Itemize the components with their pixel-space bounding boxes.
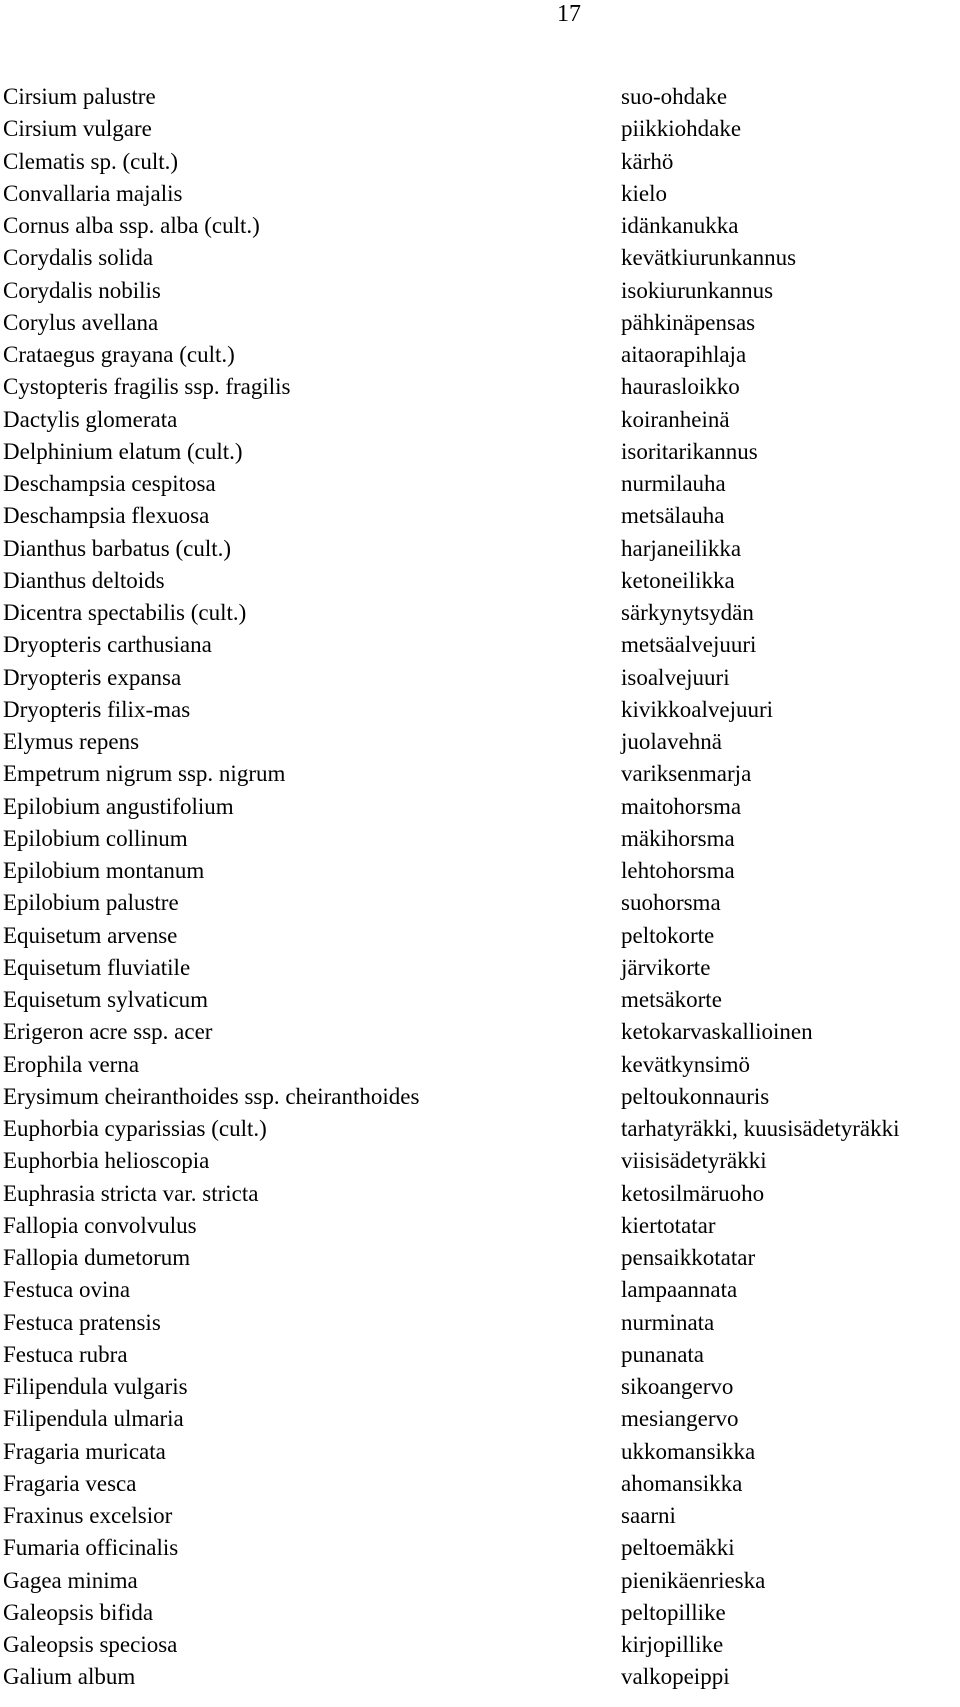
finnish-name: mesiangervo (621, 1406, 739, 1432)
list-item (0, 1049, 960, 1081)
list-item (0, 1210, 960, 1242)
latin-name: Corydalis nobilis (3, 277, 161, 303)
list-item (0, 371, 960, 403)
list-item (0, 855, 960, 887)
finnish-name: harjaneilikka (621, 535, 742, 561)
list-item (0, 1436, 960, 1468)
list-item (0, 1016, 960, 1048)
finnish-name: metsälauha (621, 503, 725, 529)
list-item (0, 275, 960, 307)
list-item (0, 1403, 960, 1435)
finnish-name: nurmilauha (621, 471, 726, 496)
list-item (0, 1661, 960, 1693)
finnish-name: isoritarikannus (621, 438, 758, 464)
finnish-name: kirjopillike (621, 1632, 724, 1657)
list-item (0, 81, 960, 113)
latin-name: Euphorbia cyparissias (cult.) (3, 1116, 267, 1141)
list-item (0, 1468, 960, 1500)
list-item (0, 1532, 960, 1564)
latin-name: Erysimum cheiranthoides ssp. cheiranthoides (3, 1083, 420, 1109)
finnish-name: metsäalvejuuri (621, 632, 757, 658)
latin-name: Fragaria muricata (3, 1438, 166, 1464)
finnish-name: peltoukonnauris (621, 1083, 770, 1109)
finnish-name: järvikorte (621, 954, 711, 980)
list-item (0, 1242, 960, 1274)
latin-name: Erigeron acre ssp. acer (3, 1019, 213, 1045)
latin-name: Epilobium palustre (3, 890, 179, 916)
latin-name: Dryopteris carthusiana (3, 632, 212, 658)
latin-name: Fallopia convolvulus (3, 1212, 197, 1238)
latin-name: Deschampsia flexuosa (3, 503, 210, 529)
latin-name: Empetrum nigrum ssp. nigrum (3, 761, 286, 787)
list-item (0, 887, 960, 919)
latin-name: Delphinium elatum (cult.) (3, 438, 243, 464)
latin-name: Elymus repens (3, 729, 140, 754)
list-item (0, 662, 960, 694)
finnish-name: kärhö (621, 148, 674, 174)
list-item (0, 597, 960, 629)
latin-name: Euphorbia helioscopia (3, 1148, 210, 1174)
list-item (0, 1565, 960, 1597)
latin-name: Dicentra spectabilis (cult.) (3, 600, 247, 625)
latin-name: Corydalis solida (3, 245, 154, 271)
finnish-name: sikoangervo (621, 1374, 734, 1399)
finnish-name: pensaikkotatar (621, 1245, 756, 1270)
list-item (0, 565, 960, 597)
finnish-name: ketoneilikka (621, 567, 735, 593)
page-number: 17 (557, 1, 581, 27)
list-item (0, 920, 960, 952)
list-item (0, 339, 960, 371)
species-list (0, 81, 960, 1694)
list-item (0, 1629, 960, 1661)
latin-name: Dryopteris filix-mas (3, 696, 191, 722)
latin-name: Epilobium montanum (3, 858, 205, 883)
latin-name: Dactylis glomerata (3, 406, 178, 432)
finnish-name: suohorsma (621, 890, 721, 916)
finnish-name: kevätkiurunkannus (621, 245, 797, 271)
finnish-name: haurasloikko (621, 374, 740, 400)
latin-name: Epilobium collinum (3, 825, 188, 851)
finnish-name: metsäkorte (621, 987, 722, 1012)
list-item (0, 758, 960, 790)
latin-name: Clematis sp. (cult.) (3, 148, 179, 174)
latin-name: Crataegus grayana (cult.) (3, 342, 235, 367)
finnish-name: mäkihorsma (621, 825, 735, 851)
list-item (0, 533, 960, 565)
list-item (0, 404, 960, 436)
latin-name: Epilobium angustifolium (3, 793, 234, 819)
finnish-name: valkopeippi (621, 1664, 730, 1690)
list-item (0, 694, 960, 726)
list-item (0, 984, 960, 1016)
finnish-name: juolavehnä (621, 729, 722, 754)
list-item (0, 146, 960, 178)
list-item (0, 468, 960, 500)
finnish-name: maitohorsma (621, 793, 742, 819)
list-item (0, 113, 960, 145)
list-item (0, 1339, 960, 1371)
list-item (0, 1145, 960, 1177)
finnish-name: saarni (621, 1503, 676, 1528)
finnish-name: kevätkynsimö (621, 1051, 751, 1077)
finnish-name: piikkiohdake (621, 116, 742, 142)
latin-name: Fraxinus excelsior (3, 1503, 173, 1528)
finnish-name: peltopillike (621, 1599, 726, 1625)
finnish-name: pähkinäpensas (621, 309, 756, 335)
latin-name: Fragaria vesca (3, 1470, 137, 1496)
finnish-name: viisisädetyräkki (621, 1148, 767, 1174)
list-item (0, 1178, 960, 1210)
finnish-name: lehtohorsma (621, 858, 735, 883)
list-item (0, 1113, 960, 1145)
list-item (0, 210, 960, 242)
latin-name: Festuca rubra (3, 1341, 128, 1367)
finnish-name: kivikkoalvejuuri (621, 696, 774, 722)
finnish-name: kiertotatar (621, 1212, 716, 1238)
finnish-name: särkynytsydän (621, 600, 754, 625)
finnish-name: lampaannata (621, 1277, 738, 1303)
list-item (0, 823, 960, 855)
latin-name: Filipendula ulmaria (3, 1406, 184, 1432)
list-item (0, 242, 960, 274)
latin-name: Dianthus barbatus (cult.) (3, 535, 232, 561)
finnish-name: tarhatyräkki, kuusisädetyräkki (621, 1116, 900, 1141)
finnish-name: kielo (621, 180, 667, 206)
latin-name: Galeopsis bifida (3, 1599, 154, 1625)
latin-name: Deschampsia cespitosa (3, 471, 216, 496)
latin-name: Cornus alba ssp. alba (cult.) (3, 213, 260, 238)
finnish-name: koiranheinä (621, 406, 730, 432)
finnish-name: nurminata (621, 1309, 715, 1335)
finnish-name: peltokorte (621, 922, 715, 948)
latin-name: Filipendula vulgaris (3, 1374, 188, 1399)
list-item (0, 1081, 960, 1113)
latin-name: Cystopteris fragilis ssp. fragilis (3, 374, 291, 400)
list-item (0, 1371, 960, 1403)
list-item (0, 1500, 960, 1532)
list-item (0, 791, 960, 823)
list-item (0, 436, 960, 468)
latin-name: Galeopsis speciosa (3, 1632, 178, 1657)
latin-name: Fumaria officinalis (3, 1535, 179, 1561)
latin-name: Gagea minima (3, 1567, 138, 1593)
latin-name: Erophila verna (3, 1051, 140, 1077)
latin-name: Festuca ovina (3, 1277, 131, 1303)
latin-name: Equisetum sylvaticum (3, 987, 209, 1012)
latin-name: Festuca pratensis (3, 1309, 161, 1335)
finnish-name: ukkomansikka (621, 1438, 756, 1464)
finnish-name: isoalvejuuri (621, 664, 730, 690)
list-item (0, 629, 960, 661)
finnish-name: ketokarvaskallioinen (621, 1019, 813, 1045)
list-item (0, 307, 960, 339)
latin-name: Fallopia dumetorum (3, 1245, 191, 1270)
finnish-name: punanata (621, 1341, 705, 1367)
finnish-name: suo-ohdake (621, 84, 728, 109)
finnish-name: pienikäenrieska (621, 1567, 766, 1593)
list-item (0, 726, 960, 758)
finnish-name: variksenmarja (621, 761, 752, 787)
latin-name: Corylus avellana (3, 309, 159, 335)
list-item (0, 1307, 960, 1339)
latin-name: Equisetum fluviatile (3, 954, 191, 980)
latin-name: Equisetum arvense (3, 922, 178, 948)
list-item (0, 178, 960, 210)
finnish-name: peltoemäkki (621, 1535, 735, 1561)
latin-name: Convallaria majalis (3, 180, 183, 206)
latin-name: Dianthus deltoids (3, 567, 165, 593)
latin-name: Cirsium vulgare (3, 116, 152, 142)
finnish-name: aitaorapihlaja (621, 342, 747, 367)
list-item (0, 952, 960, 984)
list-item (0, 1597, 960, 1629)
finnish-name: isokiurunkannus (621, 277, 774, 303)
finnish-name: ketosilmäruoho (621, 1180, 765, 1206)
list-item (0, 500, 960, 532)
latin-name: Galium album (3, 1664, 136, 1690)
latin-name: Euphrasia stricta var. stricta (3, 1180, 259, 1206)
latin-name: Cirsium palustre (3, 84, 156, 109)
finnish-name: ahomansikka (621, 1470, 743, 1496)
finnish-name: idänkanukka (621, 213, 739, 238)
list-item (0, 1274, 960, 1306)
latin-name: Dryopteris expansa (3, 664, 182, 690)
